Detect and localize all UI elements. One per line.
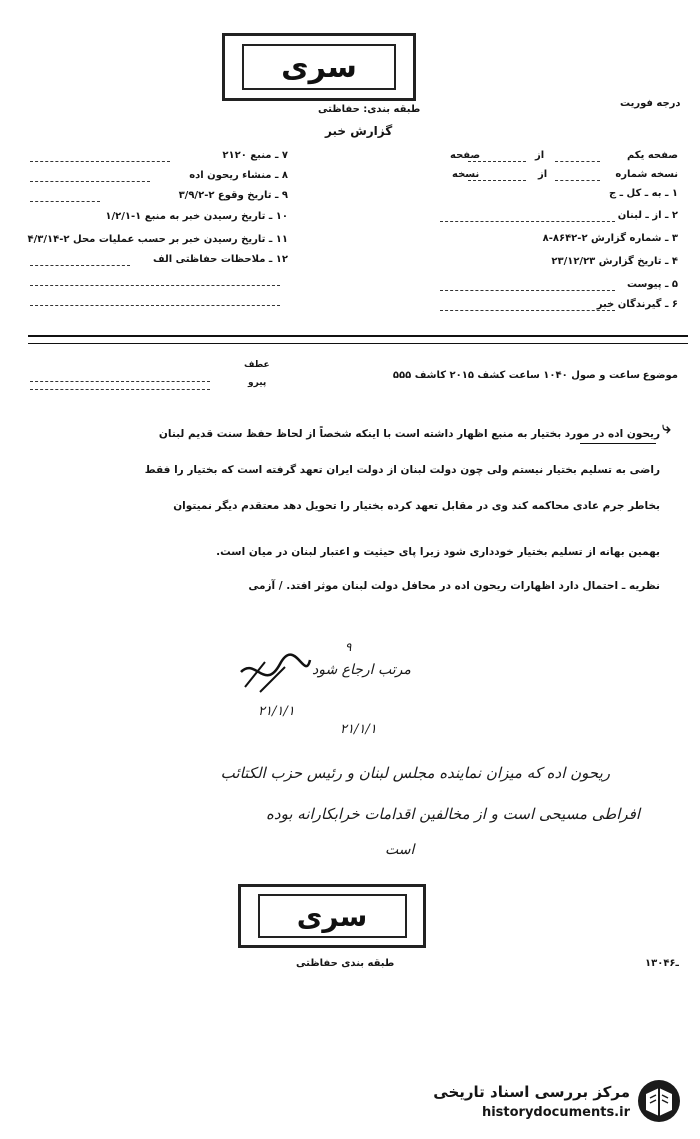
right-field-4: ۲ ـ از ـ لبنان [617,210,678,221]
subject-label: موضوع [642,370,678,381]
right-field-7: ۵ ـ پیوست [626,279,678,290]
left-field-7: ۷ ـ منبع ۲۱۲۰ [222,150,288,161]
dotted-line [468,161,526,162]
watermark-logo [415,1075,690,1130]
dotted-line [468,180,526,181]
dotted-line [440,221,615,222]
left-field-8: ۸ ـ منشاء ریحون اده [189,170,288,181]
hand-mark-icon: ⤷ [662,418,671,437]
right-field-copy: نسخه [452,169,480,180]
dotted-line [30,381,210,382]
body-line-3: بخاطر جرم عادی محاکمه کند وی در مقابل تعهد کرده بختیار را تحویل دهد معتقدم دیگر نمیتوان [173,500,660,512]
right-field-8: ۶ ـ گیرندگان خبر [596,299,678,310]
dotted-line [440,310,615,311]
handwritten-line-1: ریحون اده که میزان نماینده مجلس لبنان و رئیس حزب الکتائب [220,764,610,782]
right-field-2: نسخه شماره [615,169,678,180]
signature-scribble [235,652,315,702]
secret-stamp-top [222,33,416,101]
subject-text: ساعت و صول ۱۰۴۰ ساعت کشف ۲۰۱۵ کاشف ۵۵۵ [392,370,640,381]
right-field-page: صفحه [450,150,481,161]
classification-label-bottom: طبقه بندی حفاظتی [296,958,395,969]
handwritten-note-top: مرتب ارجاع شود [312,662,411,678]
handwritten-line-2: افراطی مسیحی است و از مخالفین اقدامات خرابکارانه بوده [266,805,640,823]
dotted-line [440,290,615,291]
left-field-10: ۱۰ ـ تاریخ رسیدن خبر به منبع ۱-۱/۲/۱ [105,211,288,222]
secret-stamp-bottom-text: سری [258,894,407,938]
watermark-url: historydocuments.ir [481,1105,630,1120]
dotted-line [30,305,280,306]
page-number: ۱۳۰ـ۴۶ [645,958,679,969]
dotted-line [555,161,600,162]
separator-line [28,335,688,337]
watermark-name: مرکز بررسی اسناد تاریخی [433,1083,630,1101]
dotted-line [30,181,150,182]
followup-label: پیرو [248,378,267,388]
left-field-11: ۱۱ ـ تاریخ رسیدن خبر بر حسب عملیات محل ۲-۴/۳/۱۴ [27,234,288,245]
secret-stamp-bottom [238,884,426,948]
body-line-1: ریحون اده در مورد بختیار به منبع اظهار داشته است با اینکه شخصاً از لحاظ حفظ سنت قدیم لبنان [158,428,660,440]
dotted-line [30,285,280,286]
body-line-2: راضی به تسلیم بختیار نیستم ولی چون دولت لبنان از دولت ایران تعهد گرفته است که بختیار را فقط [144,464,660,476]
right-field-from-1: از [535,150,545,161]
right-field-1: صفحه یکم [626,150,678,161]
secret-stamp-top-text: سری [242,44,396,90]
right-field-5: ۳ ـ شماره گزارش ۲-۸۶۴۲-۸ [542,233,678,244]
handwritten-date-2: ۲۱/۱/۱ [340,722,377,737]
body-line-5: نظریه ـ احتمال دارد اظهارات ریحون اده در محافل دولت لبنان موثر افتد. / آزمی [248,580,660,592]
report-title: گزارش خبر [325,124,393,138]
separator-line [28,343,688,344]
handwritten-line-3: است [385,842,415,858]
right-field-from-2: از [538,169,548,180]
dotted-line [30,161,170,162]
handwritten-date-1: ۲۱/۱/۱ [258,704,295,719]
left-field-9: ۹ ـ تاریخ وقوع ۲-۳/۹/۲ [178,190,288,201]
dotted-line [30,389,210,390]
book-logo-icon [636,1078,682,1124]
dotted-line [30,201,100,202]
dotted-line [30,265,130,266]
body-line-4: بهمین بهانه از تسلیم بختیار خودداری شود زیرا پای حیثیت و اعتبار لبنان در میان است. [216,546,660,558]
classification-label-top: طبقه بندی: حفاظتی [318,104,421,115]
left-field-12: ۱۲ ـ ملاحظات حفاظتی الف [153,254,288,265]
handwritten-numeral: ۹ [345,640,352,654]
urgency-label: درجه فوریت [620,98,681,109]
right-field-6: ۴ ـ تاریخ گزارش ۲۳/۱۲/۲۳ [551,256,678,267]
underline-mark [580,443,656,444]
dotted-line [555,180,600,181]
right-field-3: ۱ ـ به ـ کل ـ ج [608,188,678,199]
reference-label: عطف [244,360,270,370]
